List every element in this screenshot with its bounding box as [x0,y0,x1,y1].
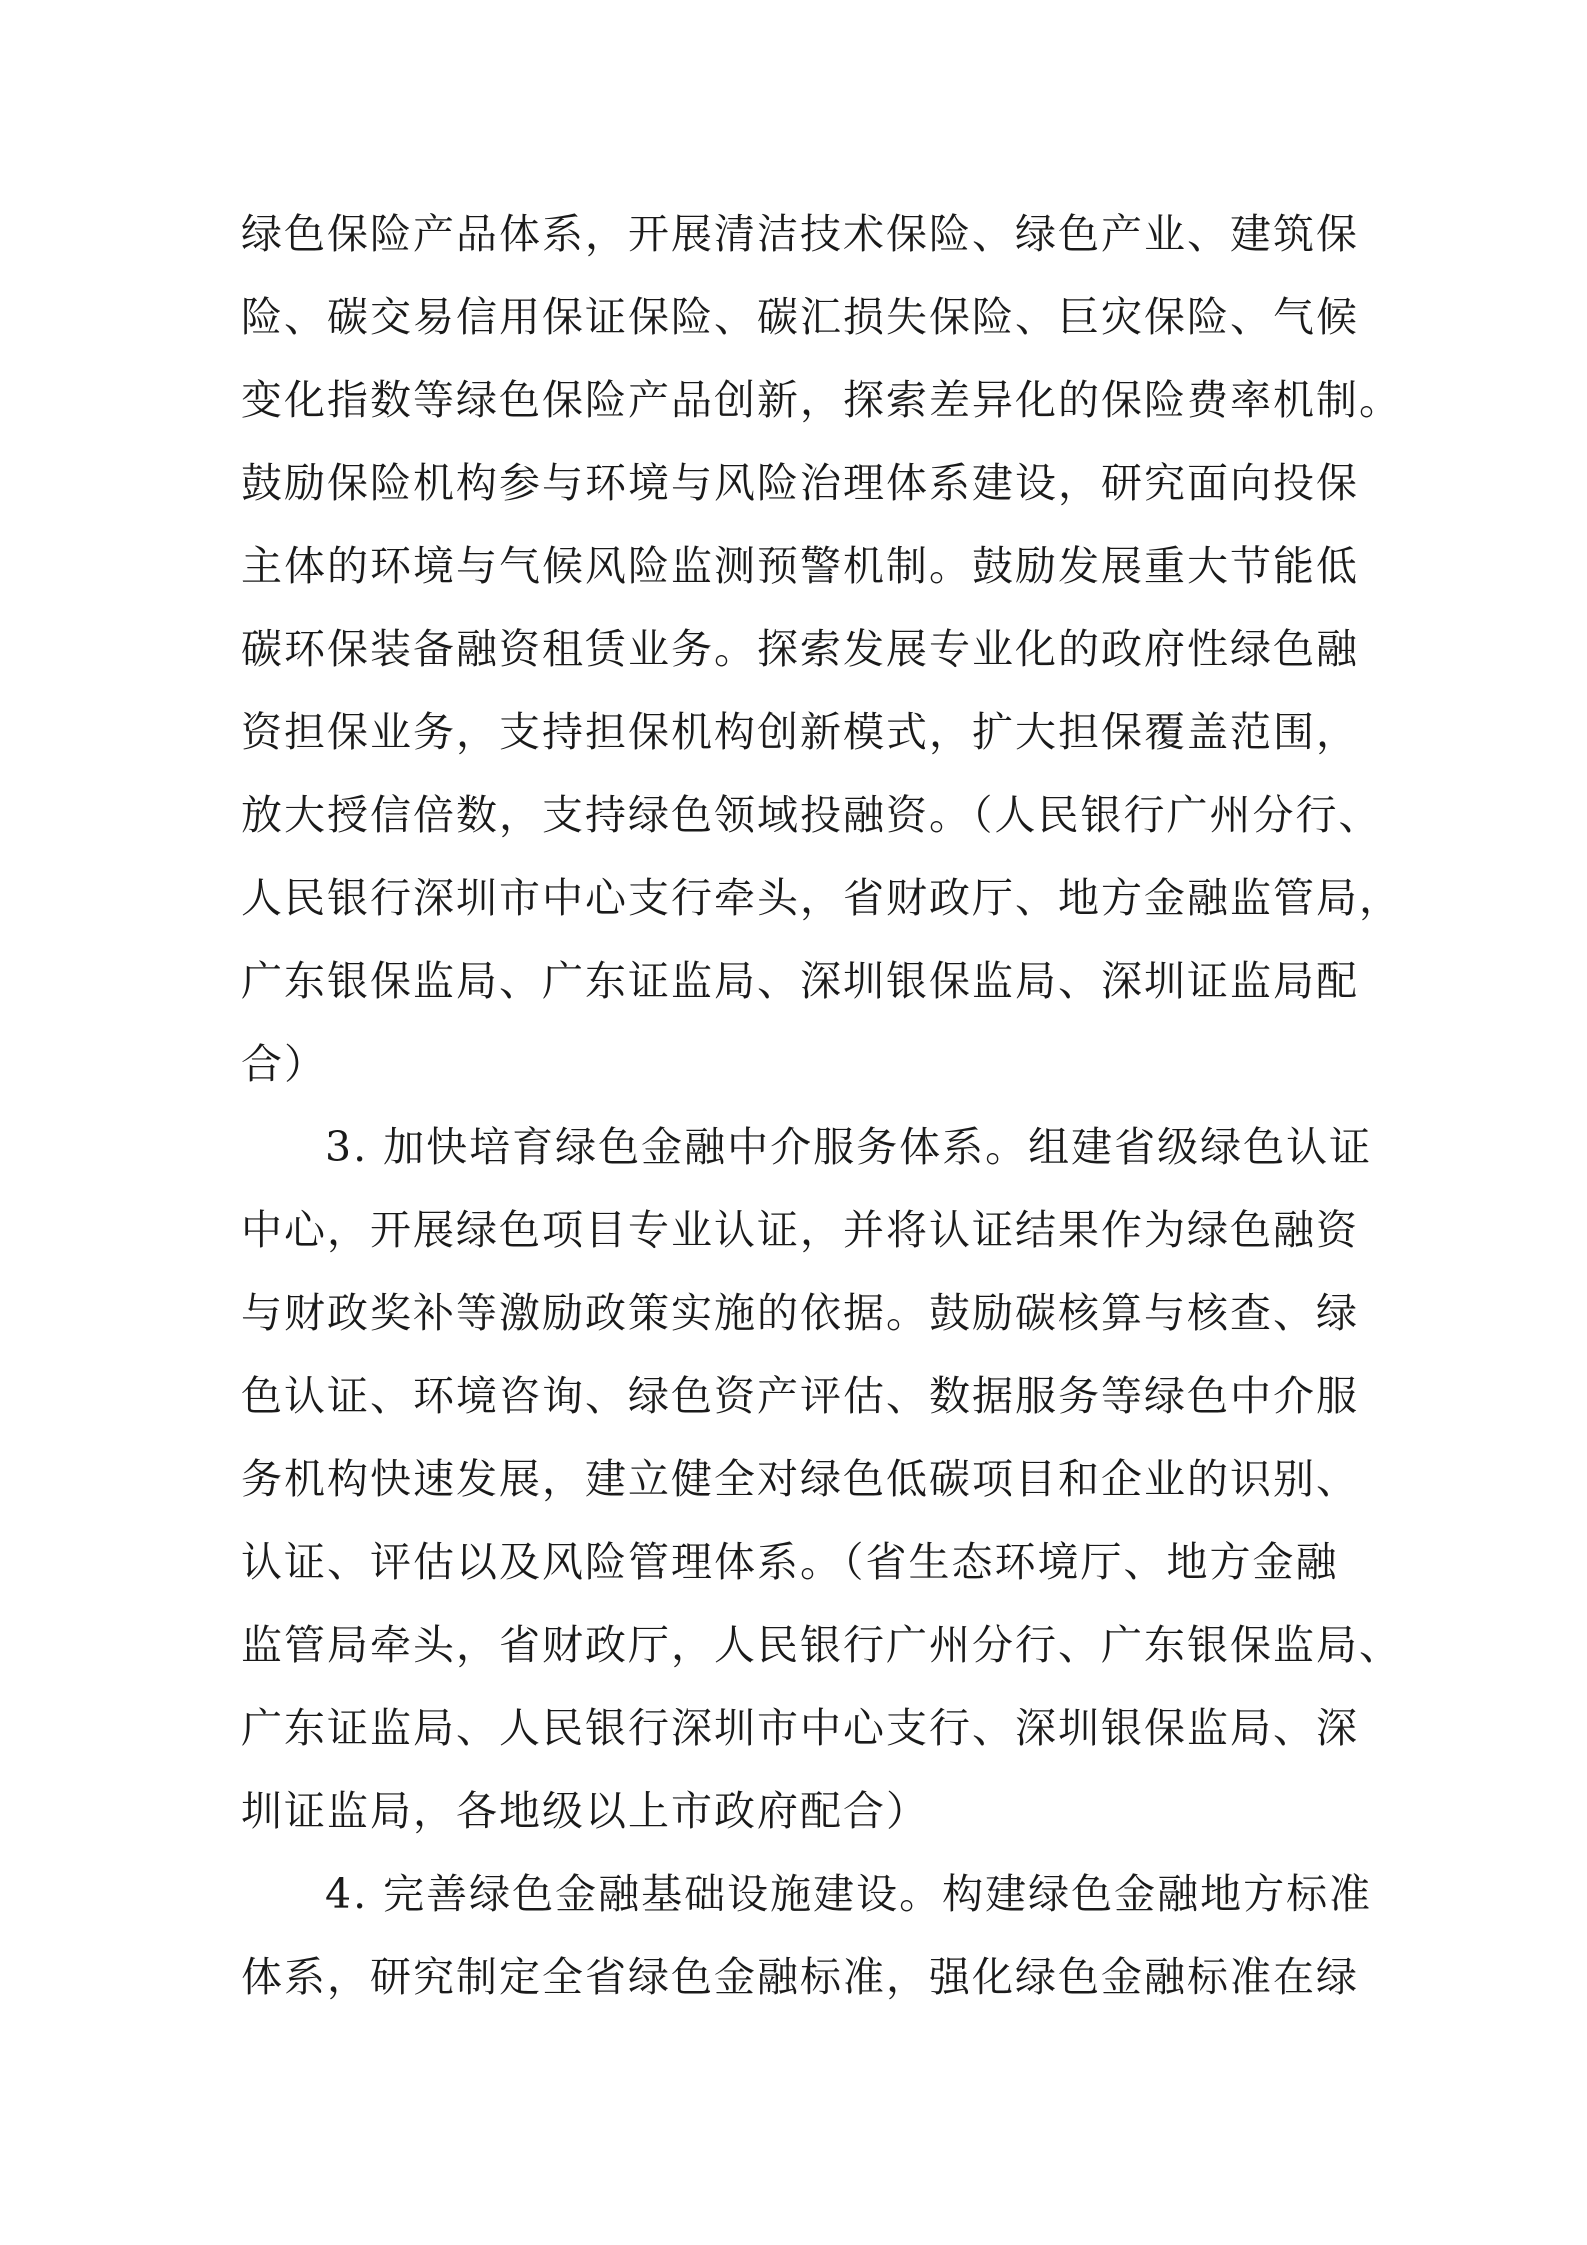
text-line: 碳环保装备融资租赁业务。探索发展专业化的政府性绿色融 [241,625,1359,673]
text-line: 变化指数等绿色保险产品创新，探索差异化的保险费率机制。 [241,376,1402,424]
text-line: 资担保业务，支持担保机构创新模式，扩大担保覆盖范围， [241,708,1359,756]
text-line: 圳证监局，各地级以上市政府配合） [241,1787,929,1835]
text-line: 认证、评估以及风险管理体系。（省生态环境厅、地方金融 [241,1538,1339,1586]
text-line: 中心，开展绿色项目专业认证，并将认证结果作为绿色融资 [241,1206,1359,1254]
text-line: 人民银行深圳市中心支行牵头，省财政厅、地方金融监管局， [241,874,1402,922]
paragraph-3-heading-line: 3. 加快培育绿色金融中介服务体系。组建省级绿色认证 [325,1123,1373,1171]
document-body [241,193,1402,2019]
text-line: 与财政奖补等激励政策实施的依据。鼓励碳核算与核查、绿 [241,1289,1359,1337]
text-line: 合） [241,1040,327,1088]
text-line: 色认证、环境咨询、绿色资产评估、数据服务等绿色中介服 [241,1372,1359,1420]
text-line: 鼓励保险机构参与环境与风险治理体系建设，研究面向投保 [241,459,1359,507]
text-line: 险、碳交易信用保证保险、碳汇损失保险、巨灾保险、气候 [241,293,1359,341]
text-line: 放大授信倍数，支持绿色领域投融资。（人民银行广州分行、 [241,791,1382,839]
text-line: 广东银保监局、广东证监局、深圳银保监局、深圳证监局配 [241,957,1359,1005]
text-line: 绿色保险产品体系，开展清洁技术保险、绿色产业、建筑保 [241,210,1359,258]
text-line: 监管局牵头，省财政厅，人民银行广州分行、广东银保监局、 [241,1621,1402,1669]
paragraph-4-heading-line: 4. 完善绿色金融基础设施建设。构建绿色金融地方标准 [325,1870,1373,1918]
text-line: 务机构快速发展，建立健全对绿色低碳项目和企业的识别、 [241,1455,1359,1503]
text-line: 广东证监局、人民银行深圳市中心支行、深圳银保监局、深 [241,1704,1359,1752]
text-line: 体系，研究制定全省绿色金融标准，强化绿色金融标准在绿 [241,1953,1359,2001]
text-line: 主体的环境与气候风险监测预警机制。鼓励发展重大节能低 [241,542,1359,590]
